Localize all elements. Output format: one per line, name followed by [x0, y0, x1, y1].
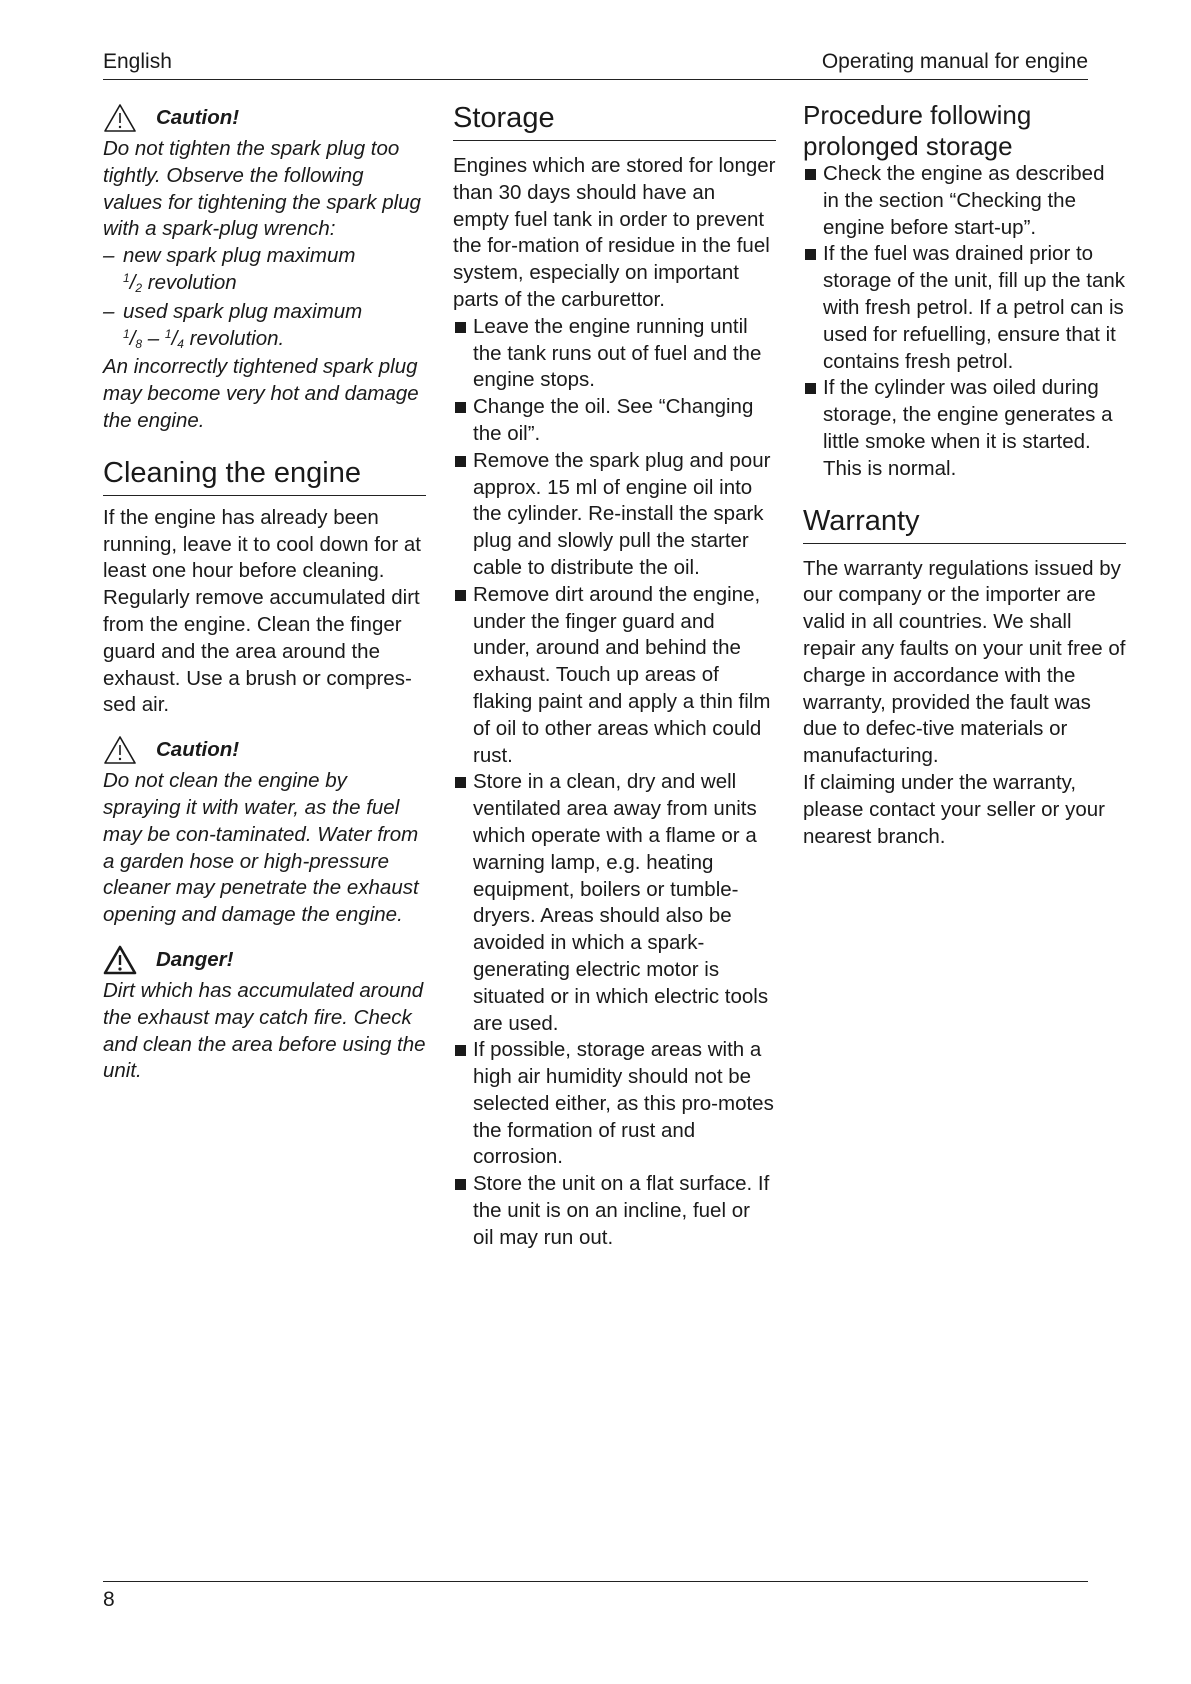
- column-left: [103, 100, 426, 1085]
- footer-rule: [103, 1581, 1088, 1582]
- list-item-value: $^1$/2 revolution: [123, 270, 237, 295]
- procedure-bullet-list: [803, 161, 1126, 483]
- list-item: Remove the spark plug and pour approx. 15 ml of engine oil into the cylinder. Re-install the spark plug and slowly pull the starter cable to distribute the oil.: [453, 448, 776, 582]
- header-language: English: [103, 50, 172, 73]
- page-number: 8: [103, 1588, 115, 1611]
- column-middle: [453, 100, 776, 1252]
- square-bullet-icon: [455, 590, 466, 601]
- danger-triangle-icon: [103, 945, 137, 975]
- danger-title: Danger!: [156, 947, 234, 971]
- list-item: Remove dirt around the engine, under the finger guard and under, around and behind the exhaust. Touch up areas of flaking paint and apply a thin film of oil to other areas which could rust.: [453, 582, 776, 770]
- square-bullet-icon: [455, 1179, 466, 1190]
- section-heading-warranty: Warranty: [803, 503, 1126, 544]
- caution-title: Caution!: [156, 738, 240, 762]
- square-bullet-icon: [805, 169, 816, 180]
- square-bullet-icon: [805, 249, 816, 260]
- caution-footer: An incorrectly tightened spark plug may become very hot and damage the engine.: [103, 355, 419, 432]
- square-bullet-icon: [455, 402, 466, 413]
- list-item: – new spark plug maximum: [103, 244, 356, 268]
- list-item: If the fuel was drained prior to storage of the unit, fill up the tank with fresh petrol. If a petrol can is used for refuelling, ensure that it contains fresh petrol.: [803, 241, 1126, 375]
- list-item: Change the oil. See “Changing the oil”.: [453, 394, 776, 448]
- caution-title: Caution!: [156, 106, 240, 129]
- section-heading-procedure: Procedure following prolonged storage: [803, 100, 1032, 161]
- square-bullet-icon: [455, 456, 466, 467]
- danger-note: [103, 942, 426, 1085]
- header-title: Operating manual for engine: [821, 50, 1088, 73]
- list-item: If the cylinder was oiled during storage, the engine generates a little smoke when it is started. This is normal.: [803, 375, 1126, 482]
- caution-body: Do not clean the engine by spraying it with water, as the fuel may be con-taminated. Water from a garden hose or high-pressure cleaner may penetrate the exhaust opening and damage the engine.: [103, 769, 419, 927]
- warning-triangle-icon: [103, 735, 137, 765]
- section-heading-storage: Storage: [453, 100, 776, 141]
- warning-triangle-icon: [103, 103, 137, 133]
- storage-intro: Engines which are stored for longer than 30 days should have an empty fuel tank in order to prevent the for-mation of residue in the fuel system, especially on important parts of the carburettor.: [453, 154, 776, 311]
- cleaning-body: If the engine has already been running, leave it to cool down for at least one hour before cleaning. Regularly remove accumulated dirt from the engine. Clean the finger guard and the area around the exhaust. Use a brush or compres-sed air.: [103, 505, 421, 717]
- square-bullet-icon: [455, 777, 466, 788]
- list-item: If possible, storage areas with a high air humidity should not be selected either, as this pro-motes the formation of rust and corrosion.: [453, 1037, 776, 1171]
- square-bullet-icon: [455, 1045, 466, 1056]
- warranty-body: The warranty regulations issued by our company or the importer are valid in all countries. We shall repair any faults on your unit free of charge in accordance with the warranty, provided the fault was due to defec-tive materials or manufacturing.: [803, 556, 1126, 768]
- list-item: Store in a clean, dry and well ventilated area away from units which operate with a flame or a warning lamp, e.g. heating equipment, boilers or tumble-dryers. Areas should also be avoided in which a spark-generating electric motor is situated or in which electric tools are used.: [453, 769, 776, 1037]
- square-bullet-icon: [805, 383, 816, 394]
- list-item: Leave the engine running until the tank runs out of fuel and the engine stops.: [453, 314, 776, 394]
- list-item: – used spark plug maximum: [103, 299, 363, 323]
- caution-note-cleaning: [103, 732, 426, 929]
- list-item-value: $^1$/8 – $^1$/4 revolution.: [123, 326, 285, 351]
- section-heading-cleaning: Cleaning the engine: [103, 455, 426, 496]
- list-item: Check the engine as described in the section “Checking the engine before start-up”.: [803, 161, 1126, 241]
- list-item: Store the unit on a flat surface. If the unit is on an incline, fuel or oil may run out.: [453, 1171, 776, 1251]
- caution-note-spark-plug: [103, 100, 426, 435]
- danger-body: Dirt which has accumulated around the exhaust may catch fire. Check and clean the area before using the unit.: [103, 978, 426, 1083]
- column-right: [803, 100, 1126, 850]
- square-bullet-icon: [455, 322, 466, 333]
- warranty-contact: If claiming under the warranty, please contact your seller or your nearest branch.: [803, 770, 1105, 848]
- caution-body: Do not tighten the spark plug too tightly. Observe the following values for tightening the spark plug with a spark-plug wrench:: [103, 137, 421, 241]
- page-header: [103, 48, 1088, 80]
- storage-bullet-list: [453, 314, 776, 1252]
